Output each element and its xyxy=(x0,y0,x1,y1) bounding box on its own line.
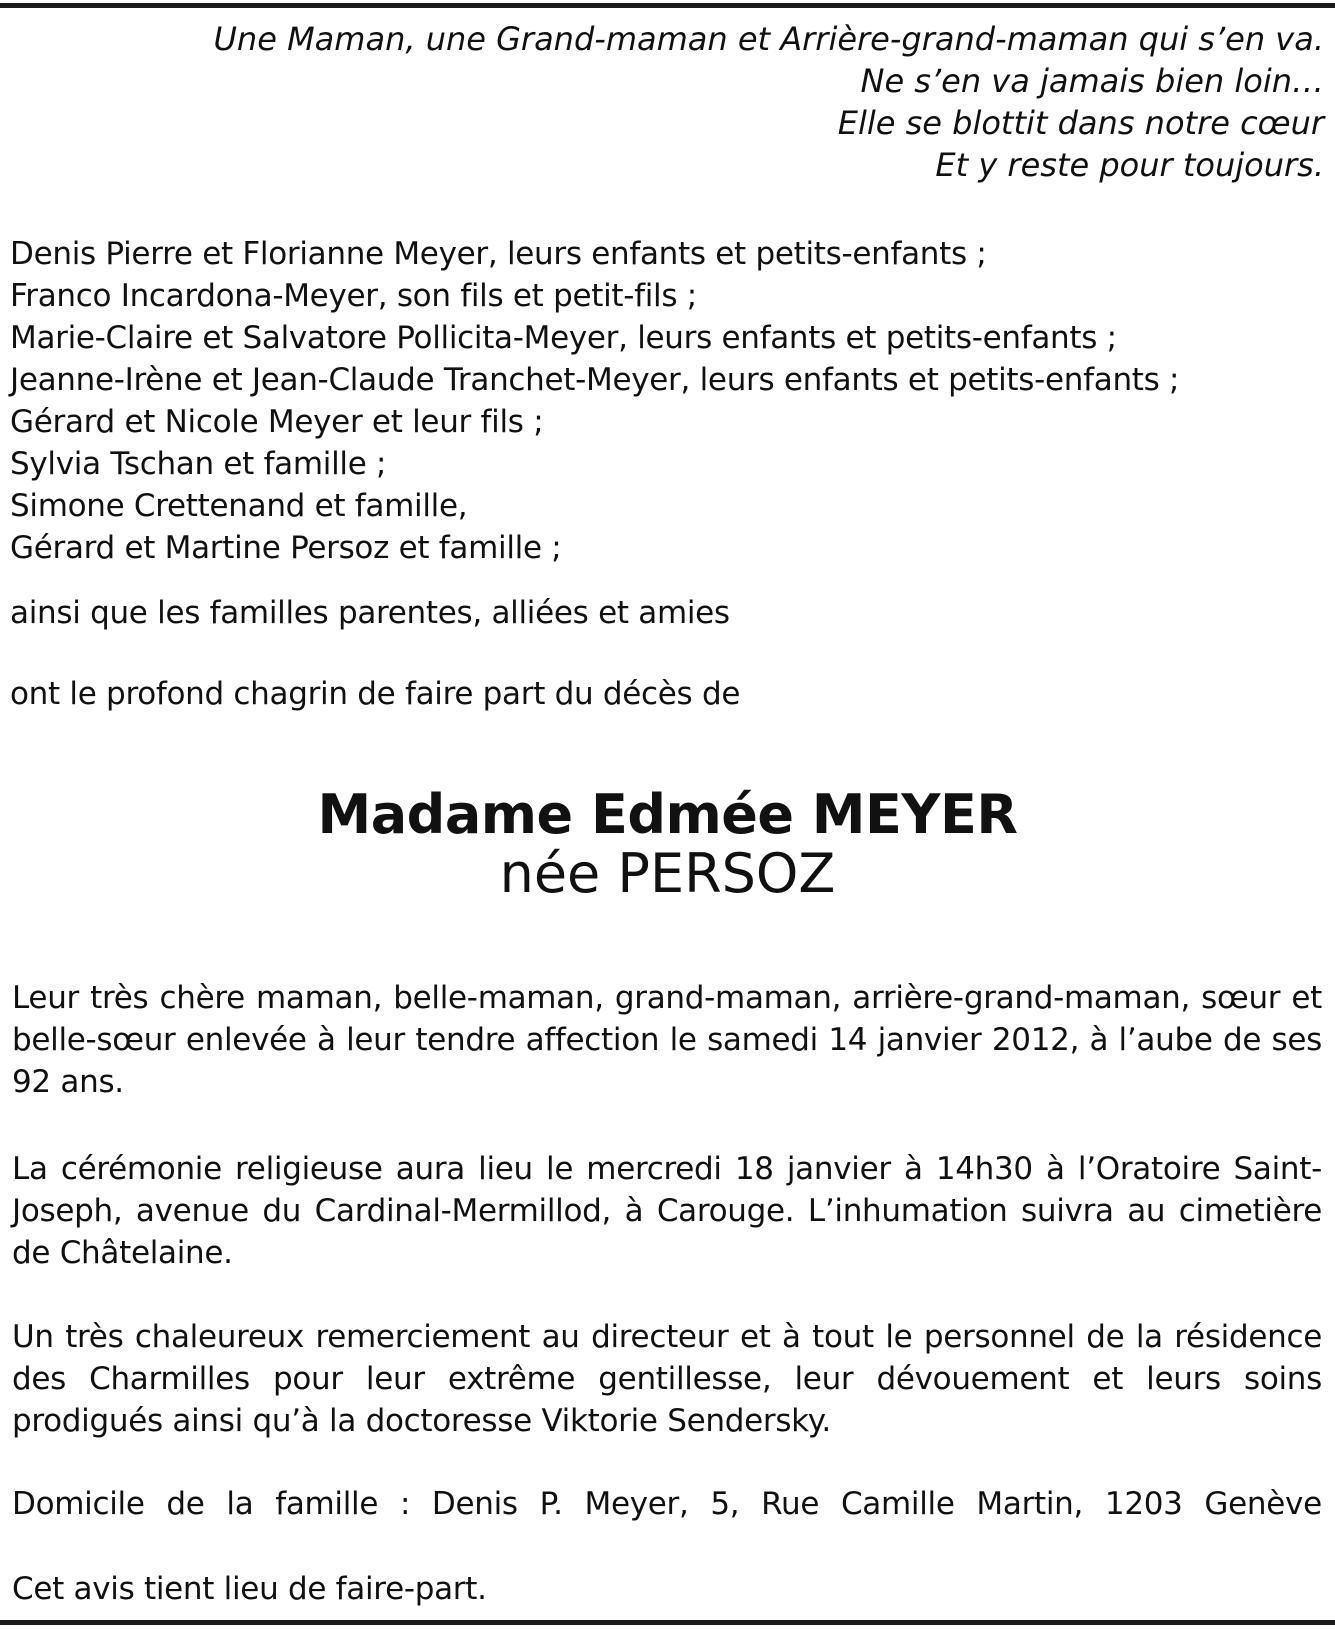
announcement-line: ont le profond chagrin de faire part du décès de xyxy=(10,676,741,712)
tribute-paragraph: Leur très chère maman, belle-maman, grand-maman, arrière-grand-maman, sœur et belle-sœur enlevée à leur tendre affection le samedi 14 janvier 2012, à l’aube de ses 92 ans. xyxy=(12,980,1322,1100)
domicile-word: 5, xyxy=(710,1486,740,1522)
thanks-paragraph: Un très chaleureux remerciement au directeur et à tout le personnel de la résidence des Charmilles pour leur extrême gentillesse, leur dévouement et leurs soins prodigués ainsi qu’à la doctoresse Viktorie Sendersky. xyxy=(12,1319,1322,1439)
family-line-3: Marie-Claire et Salvatore Pollicita-Meyer, leurs enfants et petits-enfants ; xyxy=(10,320,1117,356)
family-line-5: Gérard et Nicole Meyer et leur fils ; xyxy=(10,404,544,440)
poem-line-3: Elle se blottit dans notre cœur xyxy=(837,104,1324,142)
domicile-word: Martin, xyxy=(976,1486,1084,1522)
domicile-word: famille xyxy=(275,1486,379,1522)
domicile-word: Denis xyxy=(431,1486,518,1522)
domicile-word: Meyer, xyxy=(584,1486,689,1522)
domicile-word: Camille xyxy=(840,1486,955,1522)
bottom-border-rule xyxy=(0,1620,1335,1625)
domicile-word: Domicile xyxy=(12,1486,145,1522)
opening-poem xyxy=(214,18,1325,186)
closing-line: Cet avis tient lieu de faire-part. xyxy=(12,1571,487,1607)
bereaved-families-list xyxy=(10,233,1179,569)
poem-line-4: Et y reste pour toujours. xyxy=(935,146,1324,184)
family-line-4: Jeanne-Irène et Jean-Claude Tranchet-Meyer, leurs enfants et petits-enfants ; xyxy=(10,362,1180,398)
family-domicile-line xyxy=(12,1483,1322,1525)
family-line-2: Franco Incardona-Meyer, son fils et petit-fils ; xyxy=(10,278,697,314)
domicile-word: 1203 xyxy=(1104,1486,1183,1522)
domicile-word: : xyxy=(399,1486,411,1522)
family-line-7: Simone Crettenand et famille, xyxy=(10,488,468,524)
domicile-word: Rue xyxy=(761,1486,820,1522)
domicile-word: P. xyxy=(539,1486,563,1522)
deceased-name: Madame Edmée MEYER xyxy=(317,783,1018,846)
relatives-line: ainsi que les familles parentes, alliées et amies xyxy=(10,595,730,631)
top-border-rule xyxy=(0,3,1335,8)
domicile-word: de xyxy=(166,1486,205,1522)
poem-line-2: Ne s’en va jamais bien loin… xyxy=(860,62,1324,100)
ceremony-paragraph: La cérémonie religieuse aura lieu le mercredi 18 janvier à 14h30 à l’Oratoire Saint-Joseph, avenue du Cardinal-Mermillod, à Carouge. L’inhumation suivra au cimetière de Châtelaine. xyxy=(12,1151,1322,1271)
family-line-1: Denis Pierre et Florianne Meyer, leurs enfants et petits-enfants ; xyxy=(10,236,987,272)
poem-line-1: Une Maman, une Grand-maman et Arrière-grand-maman qui s’en va. xyxy=(213,20,1324,58)
family-line-8: Gérard et Martine Persoz et famille ; xyxy=(10,530,562,566)
domicile-word: la xyxy=(226,1486,254,1522)
domicile-word: Genève xyxy=(1204,1486,1322,1522)
deceased-maiden-name: née PERSOZ xyxy=(499,842,836,905)
family-line-6: Sylvia Tschan et famille ; xyxy=(10,446,387,482)
